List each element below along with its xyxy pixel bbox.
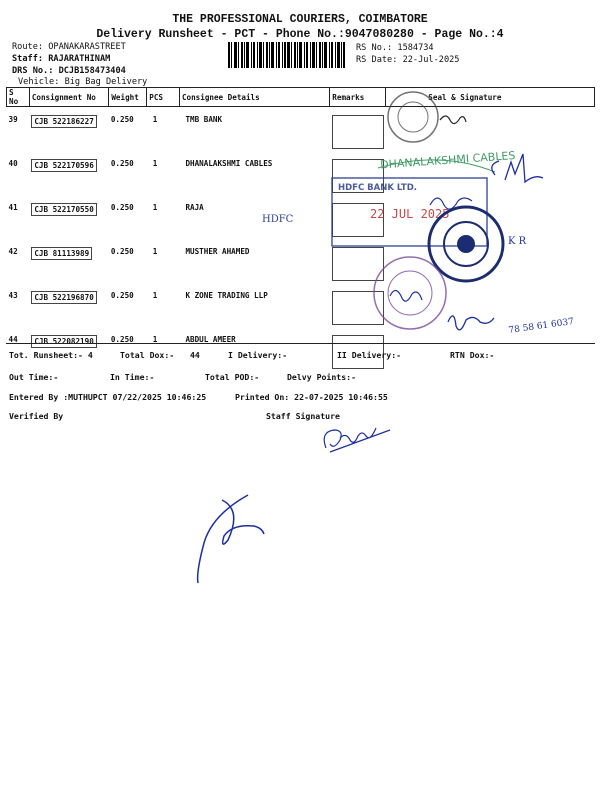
weight-cell: 0.250 <box>110 203 134 212</box>
company-title: THE PROFESSIONAL COURIERS, COIMBATORE <box>172 13 428 26</box>
col-consignee-header: Consignee Details <box>179 88 329 107</box>
rs-date: RS Date: 22-Jul-2025 <box>356 55 460 65</box>
purple-round-stamp <box>374 257 446 329</box>
consignment-cell: CJB 522186227 <box>31 115 96 128</box>
col-pcs-header: PCS <box>147 88 180 107</box>
entered-by: Entered By :MUTHUPCT 07/22/2025 10:46:25 <box>9 392 207 402</box>
total-dox-value: 44 <box>190 350 200 360</box>
consignment-cell: CJB 522082190 <box>31 335 96 348</box>
weight-cell: 0.250 <box>110 335 134 344</box>
vehicle-label: Vehicle: Big Bag Delivery <box>18 77 148 87</box>
runsheet-subtitle: Delivery Runsheet - PCT - Phone No.:9047080280 - Page No.:4 <box>96 28 504 41</box>
col-weight-header: Weight <box>109 88 147 107</box>
sno-cell: 44 <box>8 335 18 344</box>
verified-by: Verified By <box>9 411 64 421</box>
handwritten-hdfc: HDFC <box>262 214 294 225</box>
in-time: In Time:- <box>110 372 155 382</box>
ii-delivery: II Delivery:- <box>337 350 402 360</box>
total-dox-label: Total Dox:- <box>120 350 175 360</box>
staff-signature-label: Staff Signature <box>266 411 340 421</box>
drs-number: DRS No.: DCJB158473404 <box>12 66 126 76</box>
weight-cell: 0.250 <box>110 291 134 300</box>
svg-text:HDFC BANK LTD.: HDFC BANK LTD. <box>338 183 417 193</box>
dhanalakshmi-stamp <box>378 149 516 172</box>
out-time: Out Time:- <box>9 372 59 382</box>
consignment-cell: CJB 81113989 <box>31 247 92 260</box>
signature-row-43 <box>390 290 422 301</box>
tmb-seal-stamp <box>388 92 438 142</box>
consignee-cell: K ZONE TRADING LLP <box>185 291 268 300</box>
printed-on: Printed On: 22-07-2025 10:46:55 <box>235 392 388 402</box>
handwritten-phone: 78 58 61 6037 <box>507 316 575 336</box>
svg-text:22 JUL 2025: 22 JUL 2025 <box>370 207 450 221</box>
sno-cell: 41 <box>8 203 18 212</box>
rs-number: RS No.: 1584734 <box>356 43 434 53</box>
consignee-cell: ABDUL AMEER <box>185 335 236 344</box>
pcs-cell: 1 <box>152 291 158 300</box>
pcs-cell: 1 <box>152 159 158 168</box>
consignee-cell: DHANALAKSHMI CABLES <box>185 159 273 168</box>
consignee-cell: MUSTHER AHAMED <box>185 247 250 256</box>
sno-cell: 40 <box>8 159 18 168</box>
consignment-cell: CJB 522196870 <box>31 291 96 304</box>
staff-label: Staff: RAJARATHINAM <box>12 54 111 64</box>
pcs-cell: 1 <box>152 115 158 124</box>
route-label: Route: OPANAKARASTREET <box>12 42 126 52</box>
consignment-cell: CJB 522170550 <box>31 203 96 216</box>
pcs-cell: 1 <box>152 247 158 256</box>
tot-runsheet: Tot. Runsheet:- 4 <box>9 350 93 360</box>
svg-text:DHANALAKSHMI CABLES: DHANALAKSHMI CABLES <box>379 149 516 172</box>
signature-row-39 <box>440 116 466 124</box>
sno-cell: 42 <box>8 247 18 256</box>
total-pod: Total POD:- <box>205 372 260 382</box>
consignee-cell: RAJA <box>185 203 204 212</box>
pcs-cell: 1 <box>152 203 158 212</box>
pcs-cell: 1 <box>152 335 158 344</box>
staff-signature <box>324 428 390 452</box>
col-seal-header: Seal & Signature <box>386 88 595 107</box>
handwritten-kr: K R <box>508 236 527 247</box>
col-consignment-header: Consignment No <box>29 88 109 107</box>
sno-cell: 43 <box>8 291 18 300</box>
col-sno-header: S No <box>7 88 30 107</box>
delvy-points: Delvy Points:- <box>287 372 357 382</box>
signature-row-44 <box>448 316 494 330</box>
sno-cell: 39 <box>8 115 18 124</box>
col-remarks-header: Remarks <box>330 88 386 107</box>
weight-cell: 0.250 <box>110 247 134 256</box>
round-company-seal <box>429 207 503 281</box>
i-delivery: I Delivery:- <box>228 350 288 360</box>
weight-cell: 0.250 <box>110 115 134 124</box>
weight-cell: 0.250 <box>110 159 134 168</box>
rtn-dox: RTN Dox:- <box>450 350 495 360</box>
consignment-cell: CJB 522170596 <box>31 159 96 172</box>
consignee-cell: TMB BANK <box>185 115 223 124</box>
verifier-signature <box>198 495 264 583</box>
